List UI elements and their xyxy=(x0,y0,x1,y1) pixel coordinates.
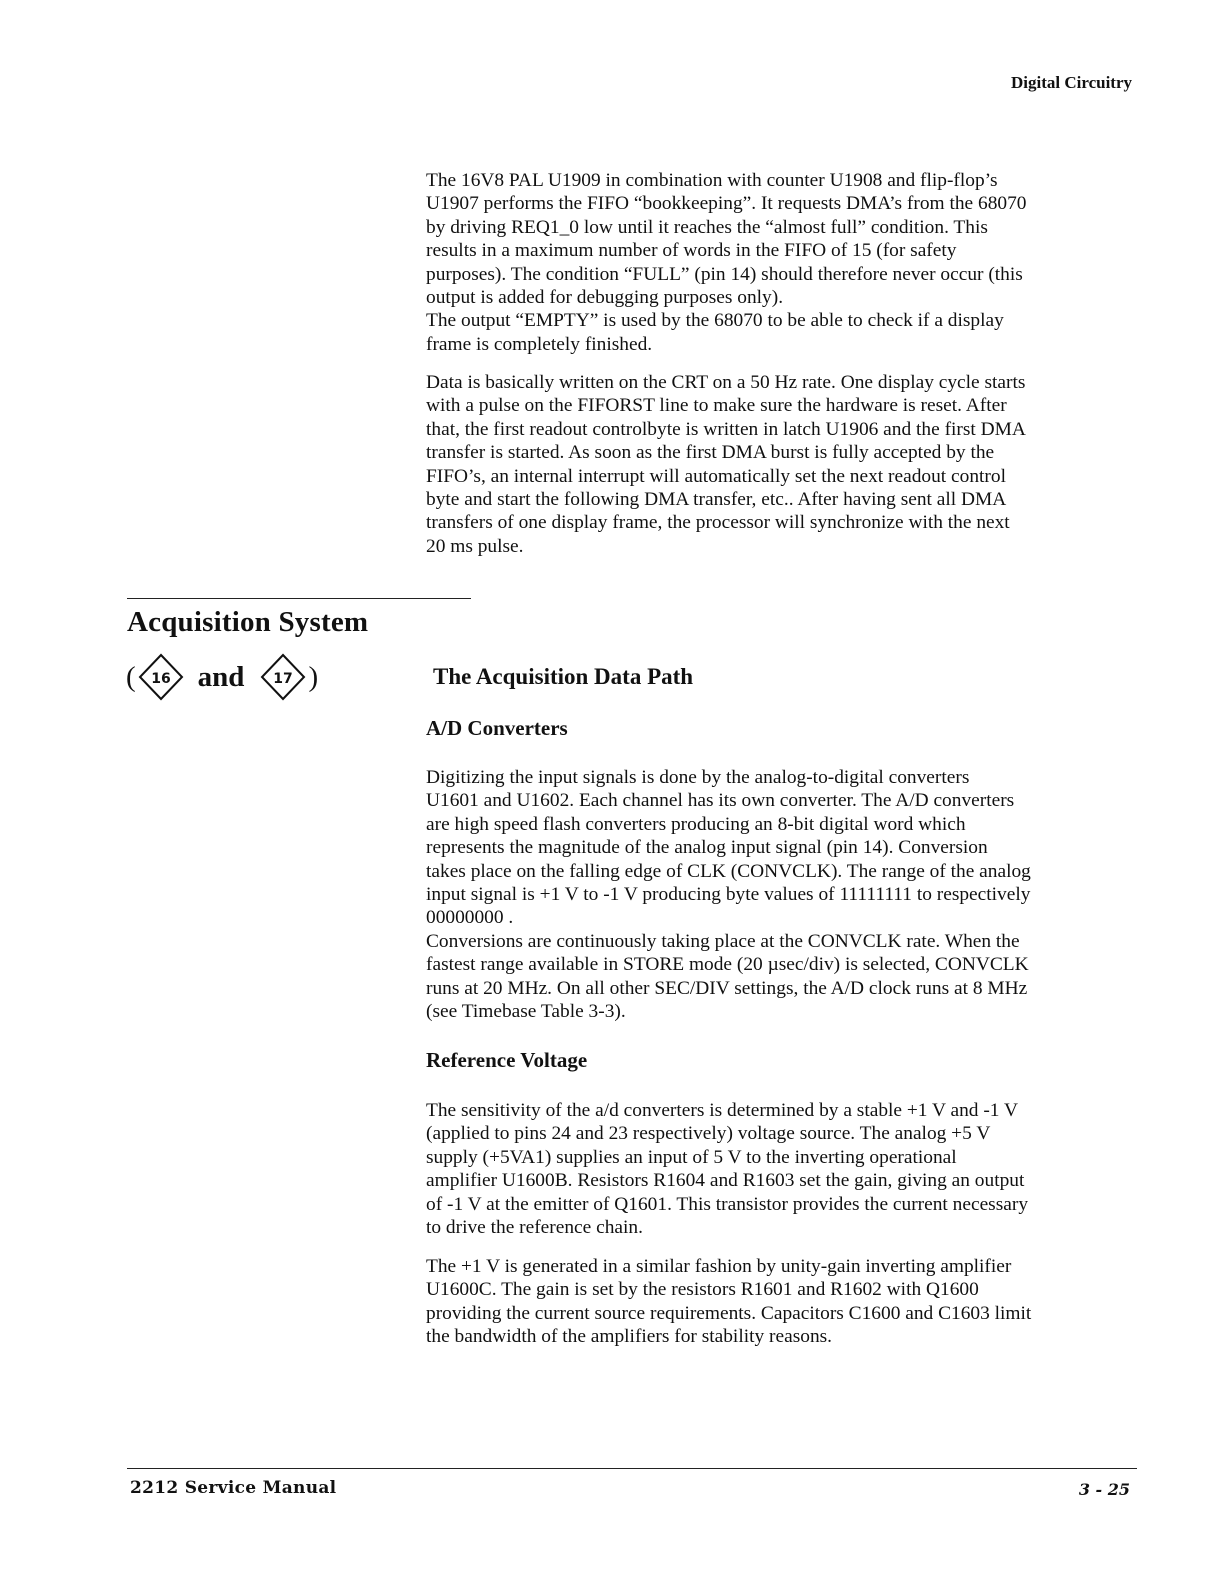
text-line: The 16V8 PAL U1909 in combination with counter U1908 and flip-flop’s xyxy=(426,170,998,191)
footer-manual-title: 2212 Service Manual xyxy=(130,1478,337,1498)
text-line: Data is basically written on the CRT on a 50 Hz rate. One display cycle starts xyxy=(426,372,1026,393)
text-line: with a pulse on the FIFORST line to make sure the hardware is reset. After xyxy=(426,395,1007,417)
heading-reference-voltage: Reference Voltage xyxy=(426,1048,588,1072)
text-line: providing the current source requirements. Capacitors C1600 and C1603 limit xyxy=(426,1302,1032,1324)
section-title: Acquisition System xyxy=(127,606,369,638)
text-line: the bandwidth of the amplifiers for stability reasons. xyxy=(426,1326,833,1348)
diagram-17-label: 17 xyxy=(273,671,294,687)
text-line: are high speed flash converters producing an 8-bit digital word which xyxy=(426,813,966,835)
text-line: The output “EMPTY” is used by the 68070 to be able to check if a display xyxy=(426,310,1004,332)
open-paren: ( xyxy=(126,660,136,693)
diagram-references xyxy=(124,652,320,702)
section-divider xyxy=(127,598,471,599)
paragraph-ad-converters xyxy=(426,766,1138,1023)
page-number: 3 - 25 xyxy=(1078,1480,1130,1499)
heading-ad-converters: A/D Converters xyxy=(426,716,568,740)
intro-paragraph-crt xyxy=(426,371,1138,558)
text-line: U1907 performs the FIFO “bookkeeping”. It requests DMA’s from the 68070 xyxy=(426,193,1027,215)
refs-conjunction: and xyxy=(197,660,245,693)
diagram-17-diamond-icon xyxy=(260,653,306,701)
text-line: fastest range available in STORE mode (20 µsec/div) is selected, CONVCLK xyxy=(426,954,1029,976)
footer-divider xyxy=(127,1468,1137,1469)
text-line: takes place on the falling edge of CLK (CONVCLK). The range of the analog xyxy=(426,860,1031,882)
paragraph-reference-voltage-1 xyxy=(426,1099,1138,1239)
heading-acquisition-data-path: The Acquisition Data Path xyxy=(433,664,694,689)
text-line: The sensitivity of the a/d converters is determined by a stable +1 V and -1 V xyxy=(426,1100,1018,1121)
text-line: frame is completely finished. xyxy=(426,333,653,355)
text-line: FIFO’s, an internal interrupt will automatically set the next readout control xyxy=(426,465,1006,487)
intro-paragraph-fifo xyxy=(426,169,1138,356)
text-line: 00000000 . xyxy=(426,907,514,929)
text-line: amplifier U1600B. Resistors R1604 and R1603 set the gain, giving an output xyxy=(426,1170,1025,1192)
text-line: byte and start the following DMA transfer, etc.. After having sent all DMA xyxy=(426,489,1007,511)
text-line: input signal is +1 V to -1 V producing byte values of 11111111 to respectively xyxy=(426,884,1031,906)
text-line: results in a maximum number of words in the FIFO of 15 (for safety xyxy=(426,240,957,262)
text-line: to drive the reference chain. xyxy=(426,1217,643,1239)
running-head: Digital Circuitry xyxy=(1010,73,1132,92)
text-line: Conversions are continuously taking place at the CONVCLK rate. When the xyxy=(426,930,1020,952)
text-line: that, the first readout controlbyte is written in latch U1906 and the first DMA xyxy=(426,418,1026,440)
paragraph-reference-voltage-2 xyxy=(426,1255,1138,1349)
text-line: The +1 V is generated in a similar fashion by unity-gain inverting amplifier xyxy=(426,1256,1012,1277)
text-line: Digitizing the input signals is done by the analog-to-digital converters xyxy=(426,767,970,788)
text-line: 20 ms pulse. xyxy=(426,535,524,557)
close-paren: ) xyxy=(308,660,319,693)
text-line: supply (+5VA1) supplies an input of 5 V to the inverting operational xyxy=(426,1146,957,1168)
text-line: runs at 20 MHz. On all other SEC/DIV settings, the A/D clock runs at 8 MHz xyxy=(426,977,1028,999)
text-line: output is added for debugging purposes only). xyxy=(426,287,784,309)
text-line: of -1 V at the emitter of Q1601. This transistor provides the current necessary xyxy=(426,1193,1029,1215)
text-line: purposes). The condition “FULL” (pin 14) should therefore never occur (this xyxy=(426,263,1023,285)
text-line: transfers of one display frame, the processor will synchronize with the next xyxy=(426,512,1010,534)
text-line: transfer is started. As soon as the first DMA burst is fully accepted by the xyxy=(426,442,995,464)
diagram-16-label: 16 xyxy=(150,671,171,687)
text-line: (applied to pins 24 and 23 respectively) voltage source. The analog +5 V xyxy=(426,1123,991,1145)
text-line: represents the magnitude of the analog input signal (pin 14). Conversion xyxy=(426,837,988,859)
text-line: (see Timebase Table 3-3). xyxy=(426,1001,626,1023)
text-line: U1601 and U1602. Each channel has its own converter. The A/D converters xyxy=(426,790,1015,812)
text-line: U1600C. The gain is set by the resistors R1601 and R1602 with Q1600 xyxy=(426,1279,979,1301)
diagram-16-diamond-icon xyxy=(138,653,184,701)
text-line: by driving REQ1_0 low until it reaches the “almost full” condition. This xyxy=(426,216,988,238)
